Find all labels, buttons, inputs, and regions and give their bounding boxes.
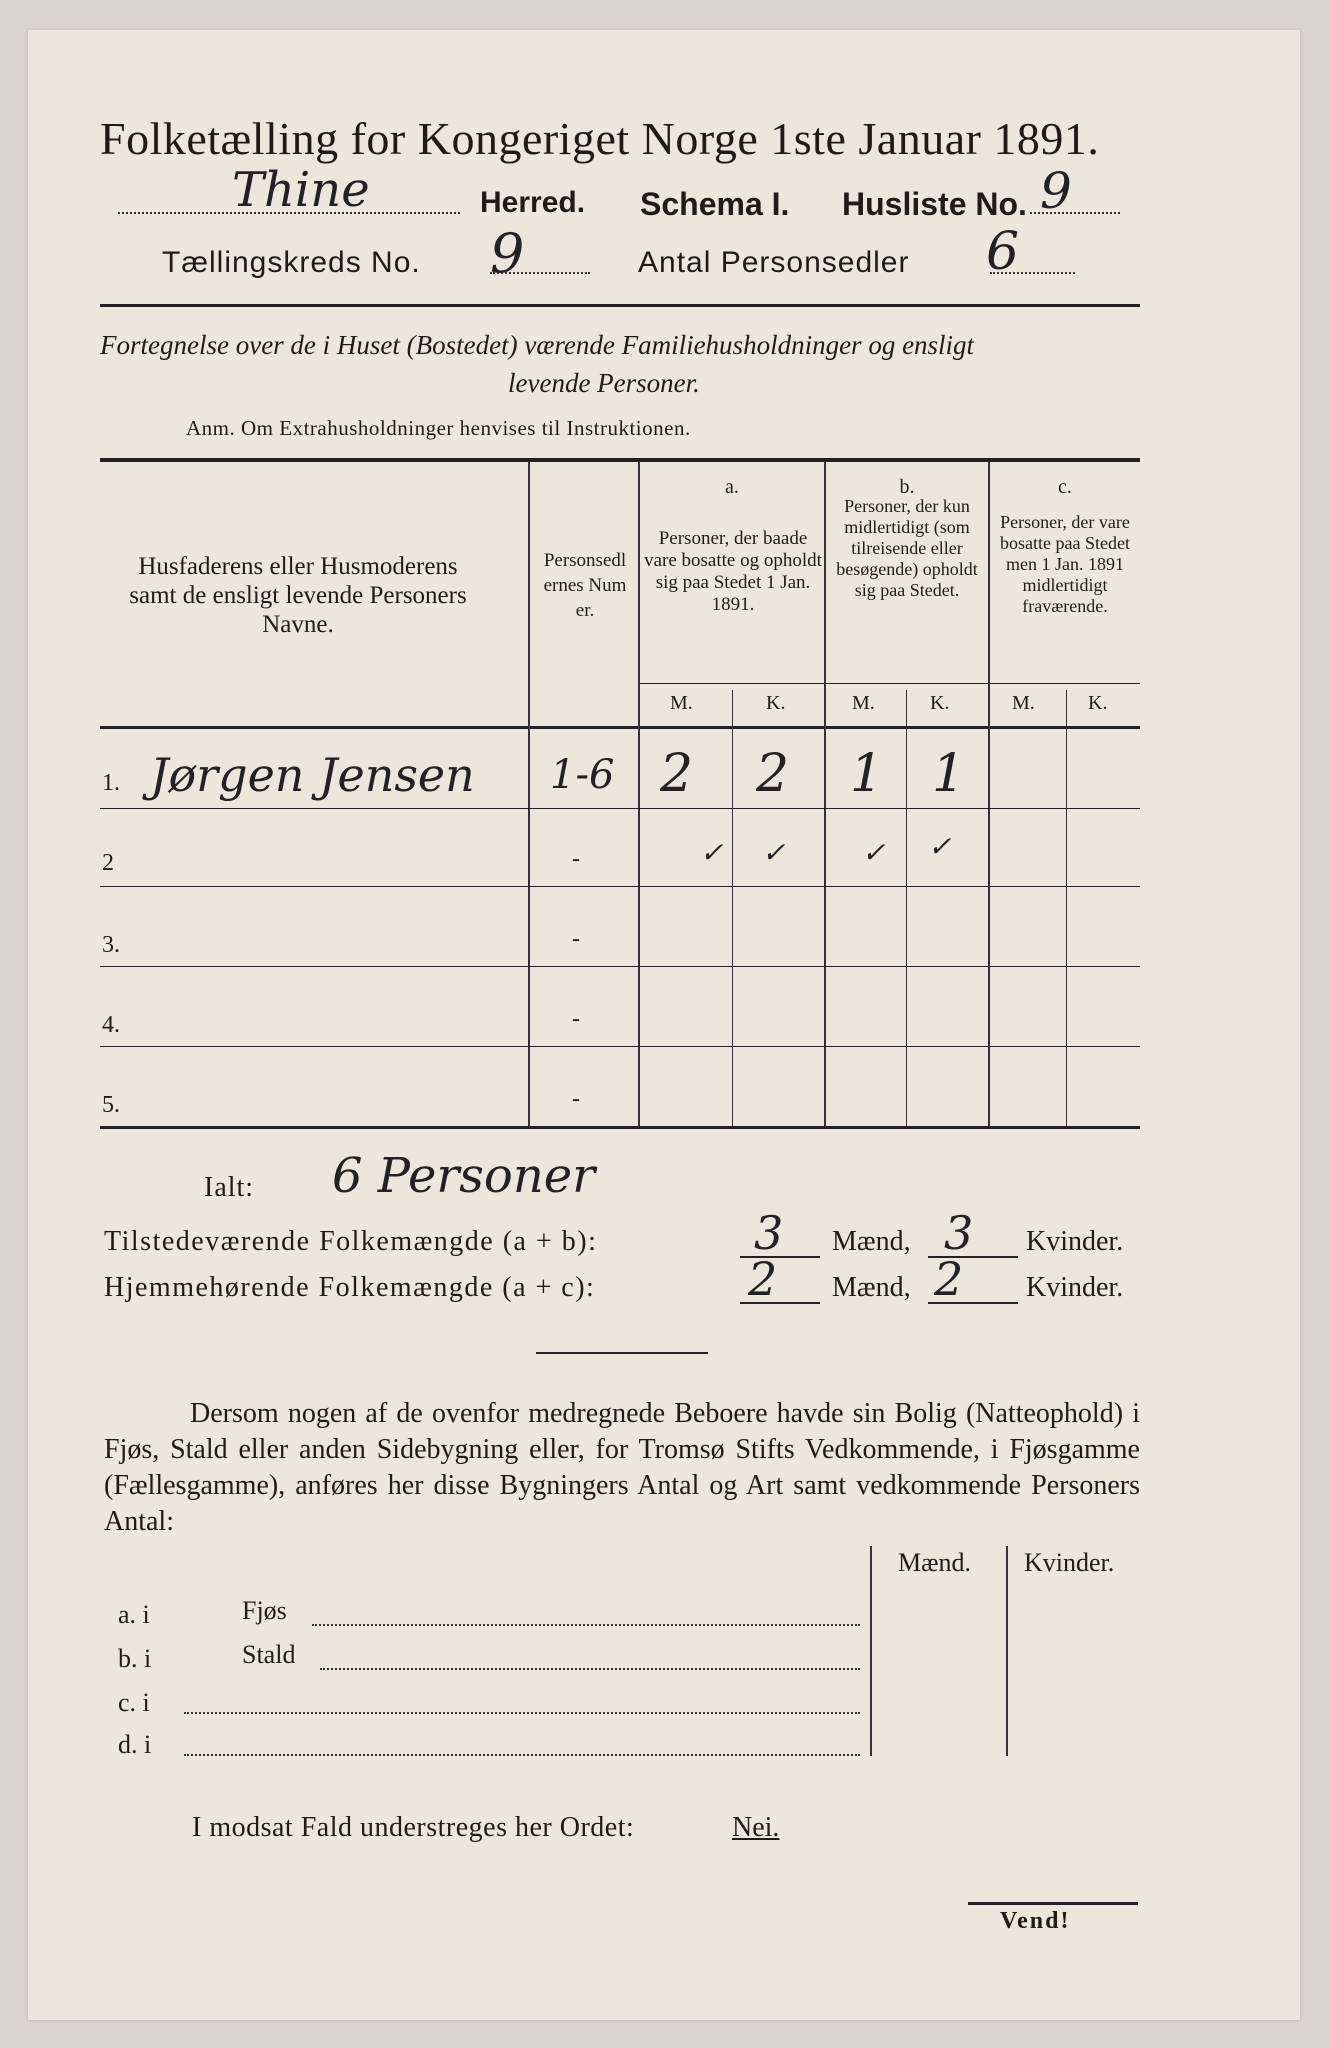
bldg-row-c-label: c. i [118, 1688, 150, 1717]
row-2-a-m: ✓ [700, 836, 724, 869]
tilst-label: Tilstedeværende Folkemængde (a + b): [104, 1226, 598, 1257]
antal-value: 6 [986, 222, 1020, 282]
header-c-letter: c. [1058, 476, 1072, 498]
col-divider-1 [528, 462, 530, 1126]
hjem-m-value: 2 [748, 1252, 778, 1306]
row-5-num: - [572, 1086, 580, 1112]
header-b-m: M. [852, 692, 875, 714]
header-a-m: M. [670, 692, 693, 714]
hjem-maend: Mænd, [832, 1272, 911, 1303]
tilst-k-value: 3 [944, 1206, 974, 1260]
modsat-text: I modsat Fald understreges her Ordet: [192, 1812, 635, 1843]
row-rule-2 [100, 886, 1140, 887]
row-1-num: 1-6 [550, 752, 615, 798]
row-2-number: 2 [102, 850, 114, 876]
header-a-letter: a. [725, 476, 739, 498]
bldg-row-d-label: d. i [118, 1730, 152, 1759]
row-1-b-m: 1 [850, 744, 884, 804]
antal-label: Antal Personsedler [638, 246, 910, 279]
row-1-number: 1. [102, 770, 120, 796]
row-3-num: - [572, 926, 580, 952]
header-c-k: K. [1088, 692, 1108, 714]
row-1-name: Jørgen Jensen [150, 748, 475, 802]
hjem-kvinder: Kvinder. [1026, 1272, 1124, 1303]
bldg-row-c-dots [184, 1712, 860, 1714]
header-a-text: Personer, der baade vare bosatte og opholdt sig paa Stedet 1 Jan. 1891. [644, 528, 822, 615]
header-name-col: Husfaderens eller Husmoderens samt de ensligt levende Personers Navne. [129, 553, 467, 638]
bldg-divider-1 [870, 1546, 872, 1756]
tilst-kvinder: Kvinder. [1026, 1226, 1124, 1257]
bldg-row-b-label: b. i [118, 1644, 152, 1673]
row-5-number: 5. [102, 1092, 120, 1118]
building-paragraph: Dersom nogen af de ovenfor medregnede Beboere havde sin Bolig (Natteophold) i Fjøs, Stald eller anden Sidebygning eller, for Tromsø Stifts Vedkommende, i Fjøsgamme (Fællesgamme), anføres her disse Bygningers Antal og Art samt vedkommende Personers Antal: [104, 1398, 1140, 1537]
row-3-number: 3. [102, 932, 120, 958]
header-rule [100, 304, 1140, 307]
col-divider-3 [824, 462, 826, 1126]
row-2-b-k: ✓ [928, 830, 952, 863]
row-rule-1 [100, 808, 1140, 809]
kreds-label: Tællingskreds No. [162, 246, 421, 279]
col-divider-c-mk [1066, 690, 1067, 1126]
vend-rule [968, 1902, 1138, 1905]
hjem-label: Hjemmehørende Folkemængde (a + c): [104, 1272, 596, 1303]
herred-label: Herred. [480, 186, 586, 219]
anm-note: Anm. Om Extrahusholdninger henvises til Instruktionen. [186, 416, 691, 440]
table-bottom-rule [100, 1126, 1140, 1129]
row-2-b-m: ✓ [862, 836, 886, 869]
col-divider-4 [988, 462, 990, 1126]
tilst-m-value: 3 [754, 1206, 784, 1260]
table-header-rule [100, 726, 1140, 729]
row-rule-3 [100, 966, 1140, 967]
bldg-divider-2 [1006, 1546, 1008, 1756]
col-maend-label: Mænd. [898, 1548, 971, 1577]
table-top-rule [100, 458, 1140, 462]
mk-rule [640, 683, 1140, 684]
col-divider-2 [638, 462, 640, 1126]
header-a-k: K. [766, 692, 786, 714]
hjem-k-value: 2 [934, 1252, 964, 1306]
row-1-a-m: 2 [660, 744, 694, 804]
intro-line-1: Fortegnelse over de i Huset (Bostedet) værende Familiehusholdninger og ensligt [100, 330, 975, 360]
row-4-number: 4. [102, 1012, 120, 1038]
header-c-m: M. [1012, 692, 1035, 714]
husliste-value: 9 [1040, 162, 1072, 220]
ialt-label: Ialt: [204, 1172, 255, 1203]
row-2-a-k: ✓ [762, 836, 786, 869]
header-b-k: K. [930, 692, 950, 714]
header-num-col: Personsedlernes Numer. [543, 550, 627, 621]
ialt-value: 6 Personer [332, 1148, 596, 1204]
census-form [28, 30, 1300, 2020]
bldg-row-a-label: a. i [118, 1600, 150, 1629]
intro-line-2: levende Personer. [508, 368, 700, 398]
row-2-num: - [572, 846, 580, 872]
schema-label: Schema I. [640, 186, 790, 222]
herred-value: Thine [232, 162, 370, 218]
bldg-row-a-dots [312, 1624, 860, 1626]
separator-short [536, 1352, 708, 1354]
header-b-letter: b. [899, 476, 915, 498]
row-1-b-k: 1 [932, 744, 966, 804]
col-divider-a-mk [732, 690, 733, 1126]
col-divider-b-mk [906, 690, 907, 1126]
husliste-label: Husliste No. [842, 186, 1027, 222]
nei-word: Nei. [732, 1812, 780, 1843]
bldg-row-b-dots [320, 1668, 860, 1670]
bldg-row-a-text: Fjøs [242, 1596, 287, 1625]
header-b-text: Personer, der kun midlertidigt (som tilreisende eller besøgende) opholdt sig paa Stedet. [836, 496, 978, 600]
row-rule-4 [100, 1046, 1140, 1047]
bldg-row-d-dots [184, 1754, 860, 1756]
col-kvinder-label: Kvinder. [1024, 1548, 1115, 1577]
bldg-row-b-text: Stald [242, 1640, 296, 1669]
row-1-a-k: 2 [756, 744, 790, 804]
form-title: Folketælling for Kongeriget Norge 1ste Januar 1891. [100, 113, 1100, 164]
tilst-maend: Mænd, [832, 1226, 911, 1257]
row-4-num: - [572, 1006, 580, 1032]
kreds-value: 9 [490, 222, 525, 285]
vend-text: Vend! [1000, 1908, 1071, 1934]
header-c-text: Personer, der vare bosatte paa Stedet men 1 Jan. 1891 midlertidigt fraværende. [1000, 512, 1130, 616]
